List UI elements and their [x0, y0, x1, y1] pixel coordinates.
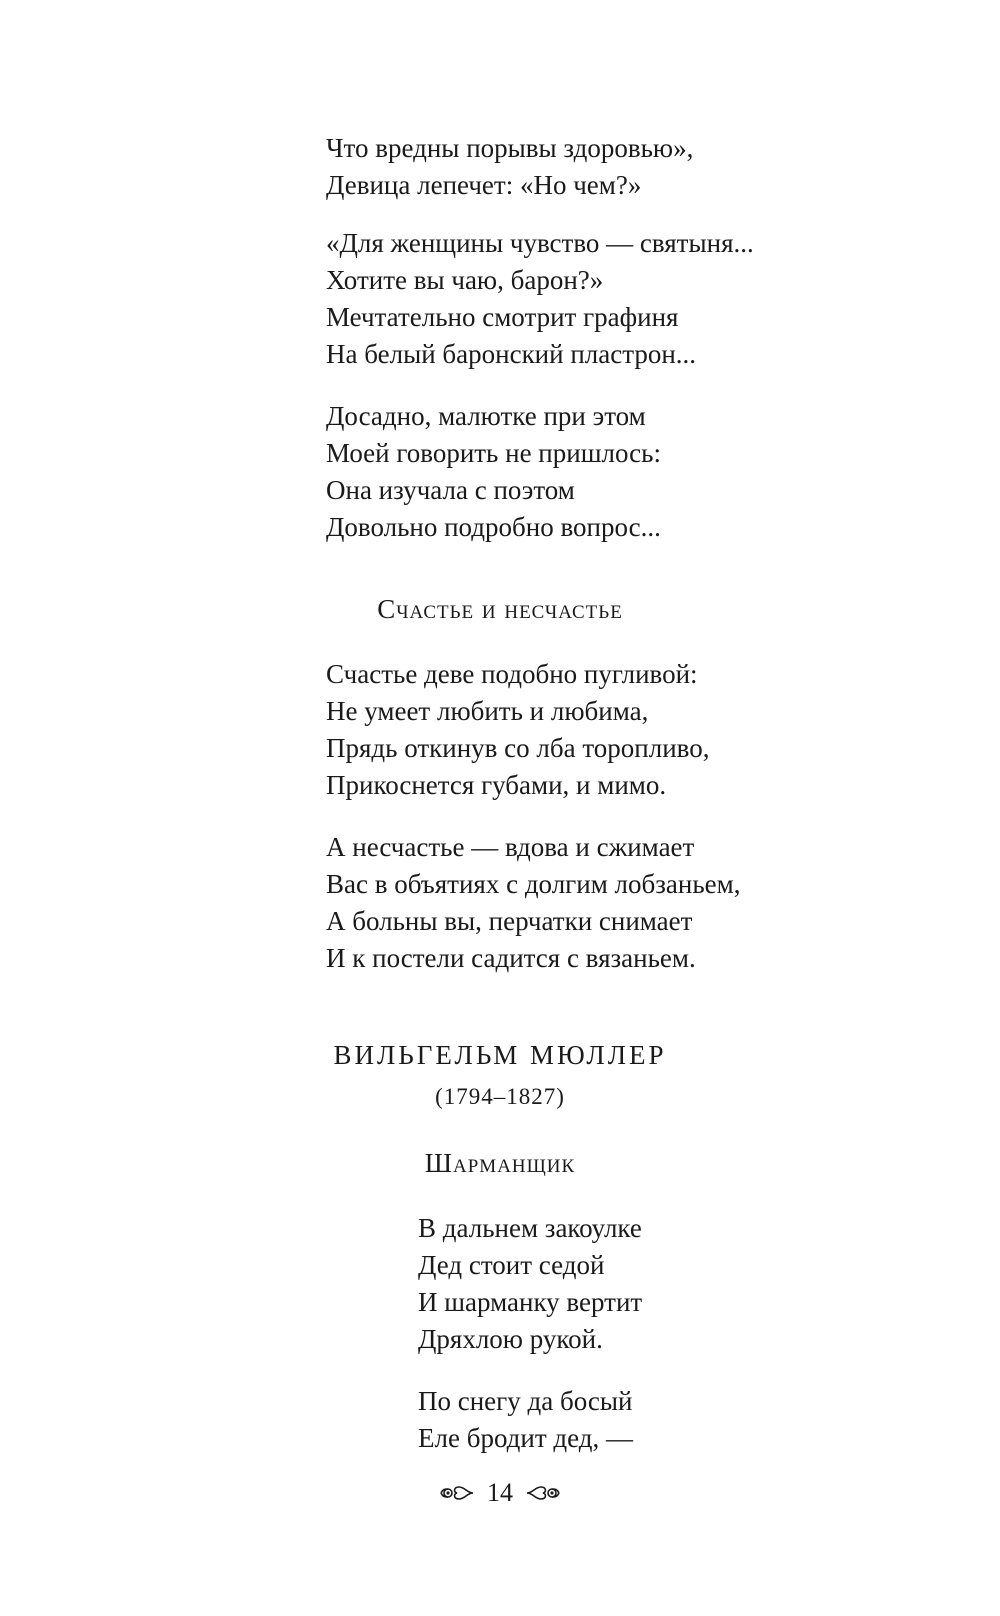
verse-line: «Для женщины чувство — святыня... — [326, 228, 754, 258]
floral-ornament-icon — [439, 1483, 475, 1503]
verse-line: Моей говорить не пришлось: — [326, 438, 661, 468]
verse-line: А несчастье — вдова и сжимает — [326, 832, 695, 862]
verse-line: Не умеет любить и любима, — [326, 696, 649, 726]
verse-line: А больны вы, перчатки снимает — [326, 906, 693, 936]
stanza — [326, 829, 740, 977]
stanza — [418, 1383, 633, 1457]
verse-line: Мечтательно смотрит графиня — [326, 302, 679, 332]
stanza — [326, 130, 693, 204]
author-name: ВИЛЬГЕЛЬМ МЮЛЛЕР — [333, 1040, 667, 1070]
verse-line: И шарманку вертит — [418, 1287, 643, 1317]
stanza — [326, 398, 661, 546]
verse-line: На белый баронский пластрон... — [326, 339, 697, 369]
verse-line: Дряхлою рукой. — [418, 1324, 603, 1354]
stanza — [326, 225, 754, 373]
verse-line: Девица лепечет: «Но чем?» — [326, 170, 642, 200]
verse-line: Хотите вы чаю, барон?» — [326, 265, 604, 295]
verse-line: Вас в объятиях с долгим лобзаньем, — [326, 869, 741, 899]
stanza — [326, 656, 709, 804]
author-dates: (1794–1827) — [435, 1084, 565, 1109]
verse-line: Досадно, малютке при этом — [326, 401, 646, 431]
verse-line: Дед стоит седой — [418, 1250, 605, 1280]
verse-line: Что вредны порывы здоровью», — [326, 133, 694, 163]
verse-line: Прядь откинув со лба торопливо, — [326, 733, 710, 763]
verse-line: Еле бродит дед, — — [418, 1423, 633, 1453]
verse-line: Прикоснется губами, и мимо. — [326, 770, 667, 800]
poem-title: Счастье и несчастье — [377, 594, 623, 624]
verse-line: В дальнем закоулке — [418, 1213, 642, 1243]
poem-title: Шарманщик — [424, 1148, 576, 1178]
verse-line: По снегу да босый — [418, 1386, 633, 1416]
verse-line: И к постели садится с вязаньем. — [326, 943, 696, 973]
verse-line: Довольно подробно вопрос... — [326, 512, 661, 542]
stanza — [418, 1210, 642, 1358]
verse-line: Она изучала с поэтом — [326, 475, 575, 505]
verse-line: Счастье деве подобно пугливой: — [326, 659, 698, 689]
floral-ornament-icon — [525, 1483, 561, 1503]
page-footer — [0, 1478, 1000, 1508]
page-number: 14 — [487, 1478, 513, 1507]
